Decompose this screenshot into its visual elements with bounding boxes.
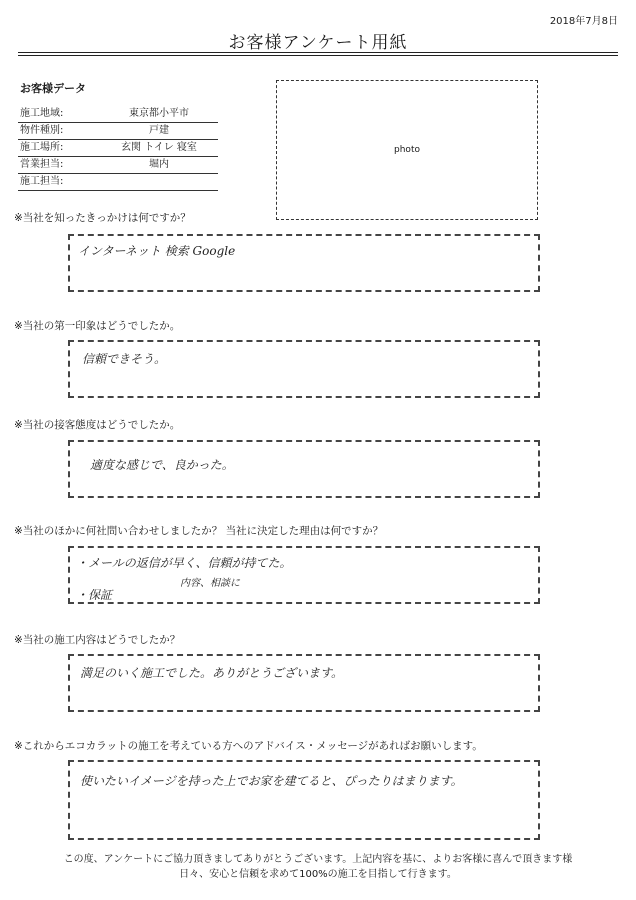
answer-3-text: 適度な感じで、良かった。 <box>90 458 234 472</box>
question-6: ※これからエコカラットの施工を考えている方へのアドバイス・メッセージがあればお願いします。 <box>14 740 483 752</box>
answer-2-text: 信頼できそう。 <box>82 352 167 366</box>
customer-data-heading: お客様データ <box>20 82 86 95</box>
customer-data-table <box>18 106 218 191</box>
page-title: お客様アンケート用紙 <box>228 33 408 53</box>
answer-4-line1: ・メールの返信が早く、信頼が持てた。 <box>76 556 292 570</box>
footer-line-1: この度、アンケートにご協力頂きましてありがとうございます。上記内容を基に、よりお客様に喜んで頂きます様 <box>63 854 573 865</box>
customer-row-location <box>18 140 218 157</box>
customer-row-sales <box>18 157 218 174</box>
customer-label: 施工場所: <box>20 142 64 153</box>
photo-label: photo <box>394 145 420 155</box>
title-rule <box>18 52 618 53</box>
customer-row-area <box>18 106 218 123</box>
customer-value: 堀内 <box>149 159 169 170</box>
answer-box-3 <box>68 440 540 498</box>
question-2: ※当社の第一印象はどうでしたか。 <box>14 320 181 332</box>
question-4: ※当社のほかに何社問い合わせしましたか？ 当社に決定した理由は何ですか？ <box>14 525 384 537</box>
answer-4-line2: ・保証 <box>76 588 113 602</box>
customer-row-property-type <box>18 123 218 140</box>
customer-label: 営業担当: <box>20 159 64 170</box>
customer-value: 戸建 <box>149 125 169 136</box>
customer-label: 物件種別: <box>20 125 64 136</box>
question-5: ※当社の施工内容はどうでしたか？ <box>14 634 181 646</box>
customer-label: 施工地域: <box>20 108 64 119</box>
answer-box-6 <box>68 760 540 840</box>
question-3: ※当社の接客態度はどうでしたか。 <box>14 419 181 431</box>
answer-box-5 <box>68 654 540 712</box>
customer-label: 施工担当: <box>20 176 64 187</box>
question-1: ※当社を知ったきっかけは何ですか？ <box>14 212 191 224</box>
answer-box-2 <box>68 340 540 398</box>
answer-1-text: インターネット 検索 Google <box>78 244 236 258</box>
answer-6-text: 使いたいイメージを持った上でお家を建てると、ぴったりはまります。 <box>80 774 463 788</box>
footer-line-2: 日々、安心と信頼を求めて100%の施工を目指して行きます。 <box>179 869 457 880</box>
customer-value: 玄関 トイレ 寝室 <box>121 142 197 153</box>
customer-value: 東京都小平市 <box>129 108 189 119</box>
photo-placeholder <box>276 80 538 220</box>
footer-message <box>20 852 616 882</box>
title-rule-double <box>18 55 618 56</box>
answer-box-1 <box>68 234 540 292</box>
answer-4-insert: 内容、相談に <box>180 578 240 589</box>
answer-box-4 <box>68 546 540 604</box>
answer-5-text: 満足のいく施工でした。ありがとうございます。 <box>80 666 344 680</box>
survey-date: 2018年7月8日 <box>549 16 618 27</box>
customer-row-installer <box>18 174 218 191</box>
